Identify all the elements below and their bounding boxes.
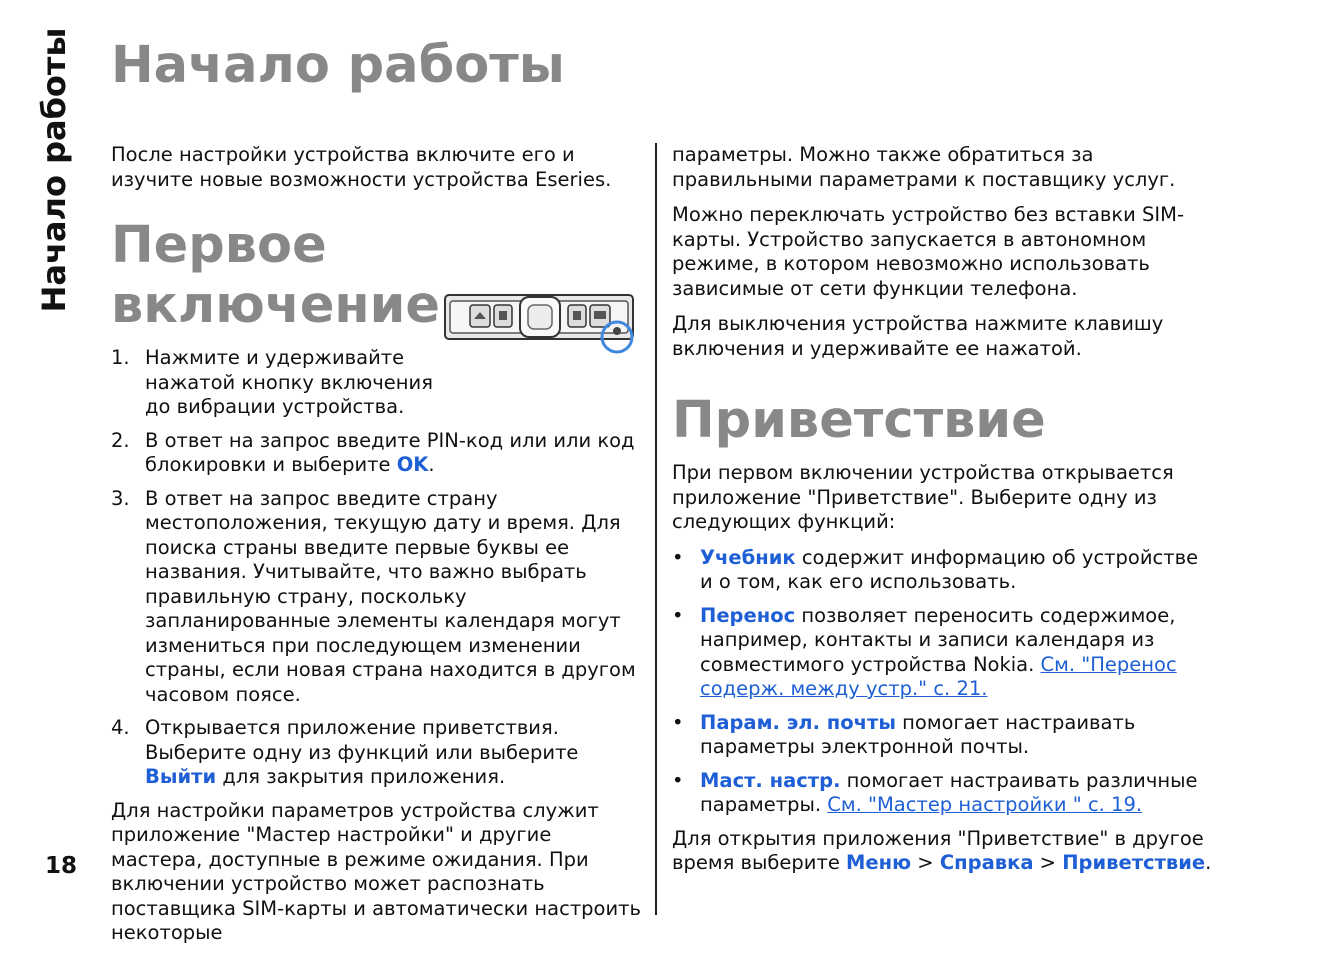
list-item (672, 769, 1212, 818)
offline-paragraph: Можно переключать устройство без вставки SIM-карты. Устройство запускается в автономном режиме, в котором невозможно использовать зависимые от сети функции телефона. (672, 203, 1185, 300)
step-text-end: . (428, 453, 435, 476)
setup-wizard-command[interactable]: Маст. настр. (700, 768, 841, 792)
settings-paragraph: Для настройки параметров устройства служит приложение "Мастер настройки" и другие мастера, доступные в режиме ожидания. При включении устройство может распознать поставщика SIM-карты и автоматически настроить некоторые (111, 798, 642, 944)
bullet-text: помогает настраивать параметры электронной почты. (700, 710, 1136, 758)
column-divider (655, 143, 657, 915)
closing-text: Для открытия приложения "Приветствие" в другое время выберите (672, 826, 1204, 874)
help-command[interactable]: Справка (939, 851, 1034, 874)
mail-icon (594, 311, 606, 319)
step-text: Нажмите и удерживайте нажатой кнопку включения до вибрации устройства. (145, 346, 433, 418)
poweroff-paragraph: Для выключения устройства нажмите клавишу включения и удерживайте ее нажатой. (672, 312, 1164, 360)
transfer-crossref-link[interactable]: См. "Перенос содерж. между устр." с. 21. (700, 652, 1177, 700)
left-column (111, 143, 647, 957)
step-text: Открывается приложение приветствия. Выберите одну из функций или выберите (145, 716, 579, 764)
step-number: 4. (111, 716, 130, 739)
intro-paragraph: После настройки устройства включите его и изучите новые возможности устройства Eseries. (111, 143, 612, 191)
continued-paragraph: параметры. Можно также обратиться за правильными параметрами к поставщику услуг. (672, 143, 1176, 191)
step-text-end: для закрытия приложения. (216, 765, 506, 788)
bullet-text: содержит информацию об устройстве и о том, как его использовать. (700, 545, 1199, 593)
step-number: 1. (111, 346, 130, 369)
first-start-steps (111, 346, 647, 790)
welcome-functions-list (672, 546, 1212, 818)
list-item (672, 604, 1212, 702)
section-heading-welcome: Приветствие (672, 391, 1046, 450)
list-item (672, 711, 1212, 760)
step-text: В ответ на запрос введите страну местоположения, текущую дату и время. Для поиска страны введите первые буквы ее названия. Учитывайте, что важно выбрать правильную страну, поскольку запланированные элементы календаря могут измениться при последующем изменении страны, если новая страна находится в другом часовом поясе. (145, 486, 636, 706)
step-number: 2. (111, 428, 130, 452)
email-settings-command[interactable]: Парам. эл. почты (700, 710, 896, 734)
bullet-marker: • (672, 545, 684, 569)
path-separator: > (911, 851, 940, 874)
welcome-intro: При первом включении устройства открывается приложение "Приветствие". Выберите одну из следующих функций: (672, 461, 1174, 533)
page-number: 18 (45, 853, 78, 879)
step-text: В ответ на запрос введите PIN-код или или код блокировки и выберите (145, 428, 635, 476)
section-heading-first-start: Первое включение (111, 216, 440, 335)
bullet-text: помогает настраивать различные параметры. (700, 768, 1198, 816)
page-title: Начало работы (111, 36, 565, 95)
exit-command[interactable]: Выйти (145, 765, 217, 788)
list-item (672, 546, 1212, 595)
welcome-command[interactable]: Приветствие (1062, 851, 1206, 874)
navi-center (528, 305, 552, 329)
menu-command[interactable]: Меню (846, 851, 912, 874)
closing-paragraph (672, 827, 1212, 876)
bullet-marker: • (672, 710, 684, 734)
side-chapter-tab (24, 27, 84, 313)
path-separator: > (1033, 851, 1063, 874)
bullet-marker: • (672, 768, 684, 792)
right-column (672, 143, 1212, 887)
tutorial-command[interactable]: Учебник (700, 545, 796, 569)
power-key-icon (613, 327, 621, 335)
wizard-crossref-link[interactable]: См. "Мастер настройки " с. 19. (827, 793, 1143, 816)
closing-text-end: . (1205, 851, 1212, 874)
step-item (111, 429, 647, 478)
contacts-icon (573, 311, 581, 320)
bullet-text: позволяет переносить содержимое, например, контакты и записи календаря из совместимого устройства Nokia. (700, 603, 1176, 676)
ok-command[interactable]: OK (396, 453, 429, 476)
bullet-marker: • (672, 603, 684, 627)
step-item (111, 716, 647, 790)
transfer-command[interactable]: Перенос (700, 603, 796, 627)
step-number: 3. (111, 486, 130, 510)
step-item (111, 346, 647, 420)
step-item (111, 487, 647, 708)
side-chapter-label: Начало работы (35, 27, 73, 313)
calendar-icon (499, 311, 507, 320)
